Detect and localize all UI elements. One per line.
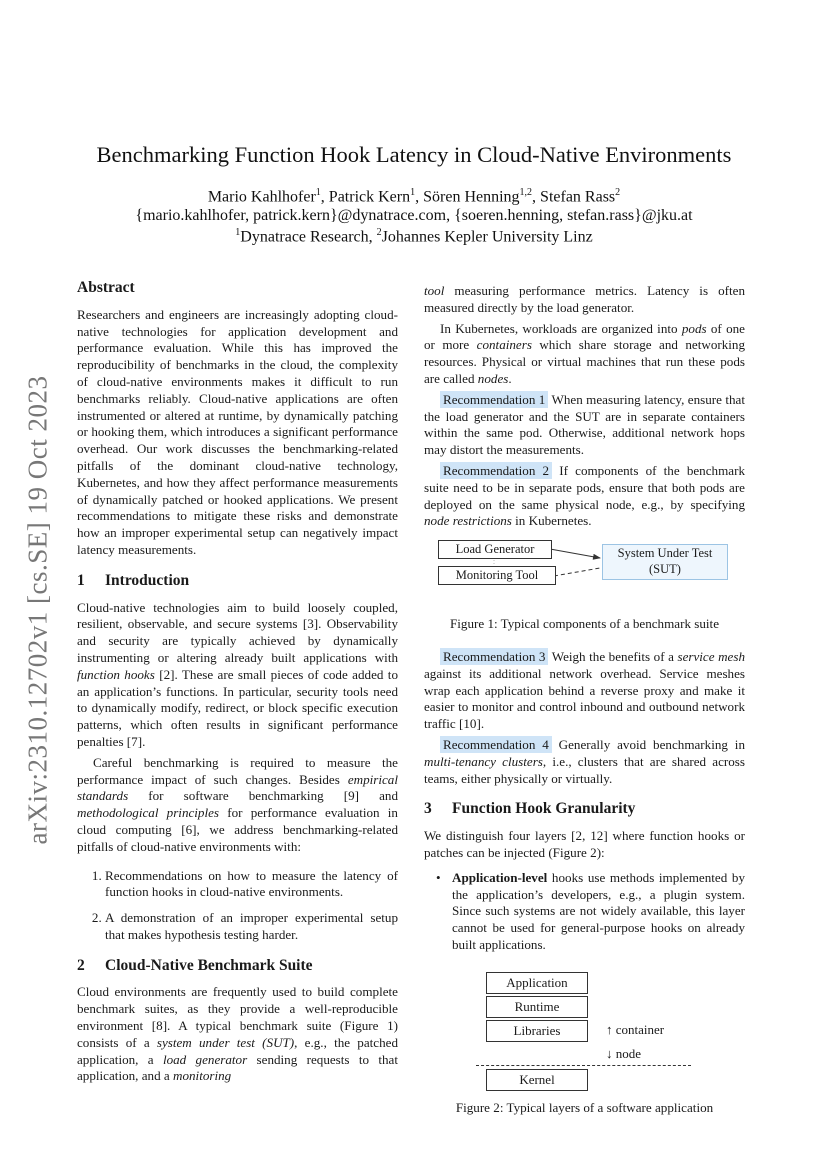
recommendation-4: Recommendation 4 Generally avoid benchmarking in multi-tenancy clusters, i.e., clusters that are shared across teams, either physically or virtually. [424, 736, 745, 786]
list-item: • Application-level hooks use methods implemented by the application’s developers, e.g., a plugin system. Since such systems are not widely available, this layer cannot be used for general-purpose hooks on already built applications. [452, 870, 745, 954]
left-column [77, 280, 398, 1089]
kubernetes-paragraph: In Kubernetes, workloads are organized into pods of one or more containers which share storage and networking resources. Physical or virtual machines that run these pods are called nodes. [424, 320, 745, 386]
contribution-list [77, 868, 398, 944]
author-name: Patrick Kern [328, 188, 411, 206]
abstract-heading: Abstract [77, 279, 135, 296]
section-heading-introduction [77, 573, 398, 590]
section-title: Introduction [105, 571, 190, 589]
author-name: Mario Kahlhofer [207, 188, 316, 206]
recommendation-label: Recommendation 1 [440, 391, 548, 408]
affiliations: $^1$Dynatrace Research, $^2$Johannes Kepler University Linz [235, 227, 593, 246]
benchmark-suite-paragraph-1-continued: tool measuring performance metrics. Latency is often measured directly by the load generator. [424, 283, 745, 315]
sut-abbrev: (SUT) [649, 562, 681, 577]
intro-paragraph-1: Cloud-native technologies aim to build loosely coupled, resilient, observable, and secure systems [3]. Observability and security are typically achieved by dynamically instrumenting or altering already built applications with function hooks [2]. These are small pieces of code added to an application’s functions. In particular, security tools need to dynamically modify, redirect, or block specific execution patterns, which often results in significant performance penalties [7]. [77, 599, 398, 749]
abstract-text: Researchers and engineers are increasingly adopting cloud-native technologies for application development and performance evaluation. While this has improved the reproducibility of benchmarks in the cloud, the complexity of cloud-native environments makes it difficult to run benchmarks reliably. Cloud-native applications are often instrumented or altered at runtime, by dynamically patching or hooking them, which introduces a significant performance overhead. Our work discusses the benchmarking-related pitfalls of the dominant cloud-native technology, Kubernetes, and how they affect performance measurements of dynamically patched or hooked applications. We present recommendations to mitigate these risks and demonstrate how an improper experimental setup can negatively impact latency measurements. [77, 306, 398, 557]
sut-label: System Under Test [617, 546, 713, 561]
container-label: ↑ container [606, 1021, 665, 1037]
recommendation-1: Recommendation 1 When measuring latency, ensure that the load generator and the SUT are in separate containers within the same pod. Otherwise, additional network hops may distort the measurements. [424, 391, 745, 458]
affiliation-mark: 1 [235, 227, 241, 238]
section-heading-function-hook-granularity [424, 801, 745, 818]
section-number: 2 [77, 956, 85, 974]
monitoring-tool-box: Monitoring Tool [438, 566, 556, 585]
section-number: 1 [77, 571, 85, 589]
affiliation-name: Johannes Kepler University Linz [381, 228, 593, 246]
load-generator-box: Load Generator [438, 540, 552, 559]
request-arrow [550, 549, 600, 558]
layer-kernel: Kernel [486, 1069, 588, 1091]
author-list: Mario Kahlhofer$^1$, Patrick Kern$^1$, Sören Henning$^{1,2}$, Stefan Rass$^2$ [207, 187, 621, 206]
recommendation-2: Recommendation 2 If components of the benchmark suite need to be in separate pods, ensure that both pods are deployed on the same physical node, e.g., by specifying node restrictions in Kubernetes. [424, 462, 745, 529]
author-affiliation-mark: 1 [315, 187, 321, 198]
recommendation-label: Recommendation 4 [440, 736, 552, 753]
monitoring-line [554, 568, 600, 576]
section-number: 3 [424, 800, 432, 818]
sut-box [602, 544, 728, 580]
list-item: 2. A demonstration of an improper experimental setup that makes hypothesis testing harder. [105, 910, 398, 944]
section-title: Cloud-Native Benchmark Suite [105, 956, 313, 974]
layer-libraries: Libraries [486, 1020, 588, 1042]
arxiv-id-text: arXiv:2310.12702v1 [cs.SE] 19 Oct 2023 [22, 375, 53, 845]
recommendation-label: Recommendation 3 [440, 648, 548, 665]
granularity-paragraph: We distinguish four layers [2, 12] where function hooks or patches can be injected (Figure 2): [424, 828, 745, 860]
benchmark-suite-paragraph-1: Cloud environments are frequently used to build complete benchmark suites, as they provide a well-reproducible environment [8]. A typical benchmark suite (Figure 1) consists of a system under test (SUT), e.g., the patched application, a load generator sending requests to that application, and a monitoring [77, 984, 398, 1084]
figure-1-caption: Figure 1: Typical components of a benchmark suite [449, 616, 720, 632]
author-affiliation-mark: 1 [410, 187, 416, 198]
figure-2-caption: Figure 2: Typical layers of a software application [455, 1099, 714, 1115]
recommendation-label: Recommendation 2 [440, 462, 552, 479]
author-emails: {mario.kahlhofer, patrick.kern}@dynatrace.com, {soeren.henning, stefan.rass}@jku.at [135, 207, 693, 224]
layer-application: Application [486, 972, 588, 994]
paper-title: Benchmarking Function Hook Latency in Cloud-Native Environments [96, 142, 732, 167]
section-heading-benchmark-suite [77, 958, 398, 975]
list-item: 1. Recommendations on how to measure the latency of function hooks in cloud-native environments. [105, 868, 398, 902]
arxiv-identifier [18, 370, 58, 850]
layer-runtime: Runtime [486, 996, 588, 1018]
author-affiliation-mark: 2 [615, 187, 621, 198]
affiliation-mark: 2 [376, 227, 382, 238]
affiliation-name: Dynatrace Research [240, 228, 369, 246]
layer-list [424, 870, 745, 954]
author-name: Stefan Rass [540, 188, 616, 206]
recommendation-3: Recommendation 3 Weigh the benefits of a service mesh against its additional network overhead. Service meshes wrap each application behind a reverse proxy and make it easier to monitor and control inbound and outbound network traffic [10]. [424, 648, 745, 732]
node-label: ↓ node [606, 1045, 642, 1061]
figure-2-diagram [424, 972, 745, 1092]
right-column [424, 283, 745, 1117]
section-title: Function Hook Granularity [452, 800, 636, 818]
author-affiliation-mark: 1,2 [519, 187, 533, 198]
author-name: Sören Henning [423, 188, 520, 206]
figure-1-diagram [424, 540, 745, 602]
container-node-boundary [476, 1065, 691, 1066]
intro-paragraph-2: Careful benchmarking is required to measure the performance impact of such changes. Besides empirical standards for software benchmarking [9] and methodological principles for performance evaluation in cloud computing [6], we address benchmarking-related pitfalls of cloud-native environments with: [77, 754, 398, 854]
